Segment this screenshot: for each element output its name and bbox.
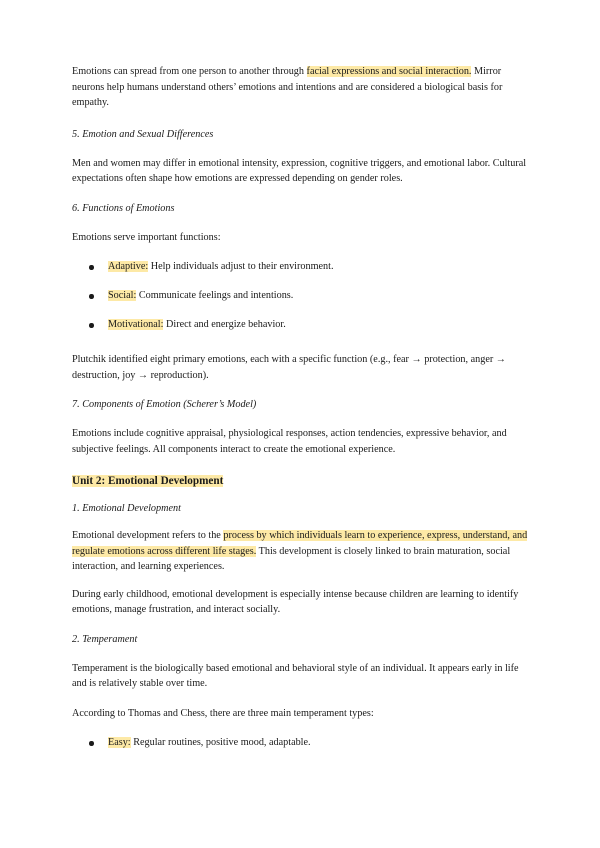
paragraph-emotional-development bbox=[72, 528, 532, 575]
list-term: Social: bbox=[108, 290, 137, 301]
highlight: facial expressions and social interaction. bbox=[306, 66, 472, 77]
temperament-list bbox=[72, 735, 532, 750]
paragraph-early-childhood: During early childhood, emotional development is especially intense because children are learning to identify emotions, manage frustration, and interact socially. bbox=[72, 588, 519, 615]
section-heading-6: 6. Functions of Emotions bbox=[72, 202, 175, 214]
list-item bbox=[72, 288, 532, 303]
text: Emotional development refers to the bbox=[72, 530, 224, 541]
highlight: process by which individuals learn to experience, express, understand, and regulate emotions across different life stages. bbox=[72, 530, 528, 557]
list-text: Regular routines, positive mood, adaptable. bbox=[130, 737, 311, 748]
section-heading-7: 7. Components of Emotion (Scherer’s Model) bbox=[72, 399, 257, 410]
section-heading-1: 1. Emotional Development bbox=[72, 503, 181, 514]
paragraph-emotion-contagion bbox=[72, 64, 532, 111]
list-term: Adaptive: bbox=[108, 261, 149, 272]
paragraph-sex-differences: Men and women may differ in emotional intensity, expression, cognitive triggers, and emotional labor. Cultural expectations often shape how emotions are expressed depending on gender roles. bbox=[72, 157, 527, 184]
text: Emotions can spread from one person to another through bbox=[72, 66, 307, 77]
bullet-icon bbox=[89, 294, 94, 299]
text: Mirror neurons help humans understand others’ emotions and intentions and are considered a biological basis for empathy. bbox=[72, 66, 503, 108]
functions-list bbox=[72, 259, 532, 332]
list-item bbox=[72, 259, 532, 274]
paragraph-thomas-chess: According to Thomas and Chess, there are three main temperament types: bbox=[72, 707, 374, 719]
list-item bbox=[72, 735, 532, 750]
document-page bbox=[72, 64, 532, 750]
paragraph-functions-intro: Emotions serve important functions: bbox=[72, 231, 221, 243]
list-term: Easy: bbox=[108, 737, 131, 748]
unit-title: Unit 2: Emotional Development bbox=[72, 475, 224, 487]
paragraph-scherer: Emotions include cognitive appraisal, physiological responses, action tendencies, expressive behavior, and subjective feelings. All components interact to create the emotional experience. bbox=[72, 428, 507, 455]
unit-heading bbox=[72, 473, 532, 489]
list-text: Communicate feelings and intentions. bbox=[136, 290, 294, 301]
paragraph-temperament: Temperament is the biologically based emotional and behavioral style of an individual. It appears early in life and is relatively stable over time. bbox=[72, 662, 519, 689]
list-term: Motivational: bbox=[108, 319, 164, 330]
list-item bbox=[72, 317, 532, 332]
bullet-icon bbox=[89, 741, 94, 746]
section-heading-5: 5. Emotion and Sexual Differences bbox=[72, 128, 214, 140]
list-text: Help individuals adjust to their environment. bbox=[148, 261, 334, 272]
paragraph-plutchik: Plutchik identified eight primary emotions, each with a specific function (e.g., fear → protection, anger → destruction, joy → reproduction). bbox=[72, 354, 506, 381]
text: This development is closely linked to brain maturation, social interaction, and learning experiences. bbox=[72, 545, 511, 572]
bullet-icon bbox=[89, 323, 94, 328]
section-heading-2: 2. Temperament bbox=[72, 633, 138, 645]
bullet-icon bbox=[89, 265, 94, 270]
list-text: Direct and energize behavior. bbox=[163, 319, 286, 330]
